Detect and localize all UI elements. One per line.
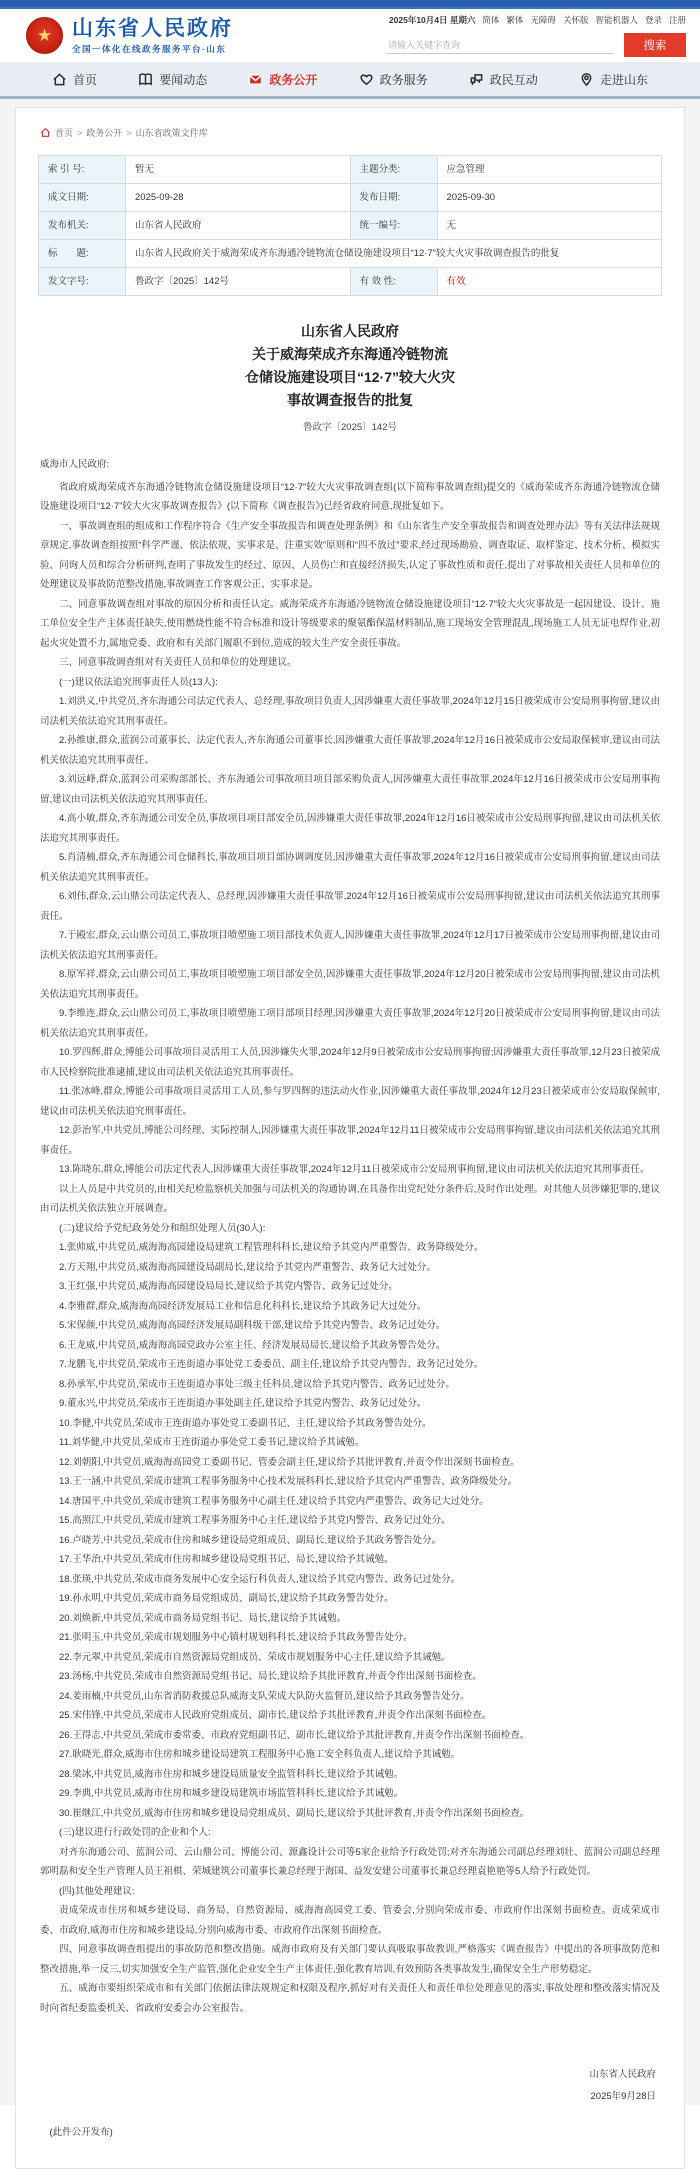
- quick-links: [482, 14, 686, 26]
- header-quick-link[interactable]: 登录: [644, 15, 662, 25]
- paragraph: 省政府威海荣成齐东海通冷链物流仓储设施建设项目“12·7”较大火灾事故调查组(以下简称事故调查组)提交的《威海荣成齐东海通冷链物流仓储设施建设项目“12·7”较大火灾事故调查报告》(以下简称《调查报告》)已经省政府同意,现批复如下。: [40, 481, 660, 512]
- nav-item-gov-disclosure[interactable]: 政务公开: [248, 71, 317, 88]
- meta-value-issuer: 山东省人民政府: [126, 212, 351, 240]
- meta-value-topic: 应急管理: [437, 156, 662, 184]
- paragraph: 二、同意事故调查组对事故的原因分析和责任认定。威海荣成齐东海通冷链物流仓储设施建设项目“12·7”较大火灾事故是一起因建设、设计、施工单位安全生产主体责任缺失,使用燃烧性能不符合标准和设计等级要求的聚氨酯保温材料制品,施工现场安全管理混乱,现场施工人员无证电焊作业,初起火灾处置不力,属地党委、政府和有关部门履职不到位,造成的较大生产安全责任事故。: [40, 598, 660, 649]
- paragraph: 9.李维连,群众,云山鼎公司员工,事故项目喷塑施工项目部项目经理,因涉嫌重大责任事故罪,2024年12月20日被荣成市公安局刑事拘留,建议由司法机关依法追究其刑事责任。: [40, 1008, 660, 1039]
- meta-label-validity: 有 效 性:: [350, 268, 437, 296]
- signature-org: 山东省人民政府: [589, 2069, 656, 2080]
- paragraph: 4.李雅群,群众,威海海高园经济发展局工业和信息化科科长,建议给予其政务记大过处分。: [59, 1300, 427, 1312]
- paragraph: 8.孙承军,中共党员,荣成市王连街道办事处三级主任科员,建议给予其党内警告、政务记过处分。: [59, 1378, 455, 1390]
- signature-block: [40, 2064, 660, 2108]
- document-title: 山东省人民政府 关于威海荣成齐东海通冷链物流 仓储设施建设项目“12·7”较大火灾 事故调查报告的批复: [244, 323, 456, 408]
- meta-value-index: 暂无: [126, 156, 351, 184]
- table-row: [39, 184, 662, 212]
- nav-item-about-shandong[interactable]: 走进山东: [579, 71, 648, 88]
- paragraph: 15.高照江,中共党员,荣成市建筑工程事务服务中心主任,建议给予其党内警告、政务记过处分。: [59, 1515, 451, 1526]
- document-body: [38, 320, 662, 2138]
- header-date: 2025年10月4日 星期六: [388, 15, 476, 25]
- site-subtitle: 全国一体化在线政务服务平台·山东: [72, 43, 227, 54]
- meta-label-issuer: 发布机关:: [39, 212, 126, 240]
- document-number: 鲁政字〔2025〕142号: [303, 422, 397, 433]
- paragraph: 四、同意事故调查组提出的事故防范和整改措施。威海市政府及有关部门要认真吸取事故教训,严格落实《调查报告》中提出的各项事故防范和整改措施,举一反三,切实加强安全生产监管,强化企业安全生产主体责任,强化教育培训,有效预防各类事故发生,确保安全生产形势稳定。: [40, 1944, 660, 1975]
- paragraph: 10.李健,中共党员,荣成市王连街道办事处党工委副书记、主任,建议给予其政务警告处分。: [59, 1417, 432, 1429]
- paragraph: 1.刘洪义,中共党员,齐东海通公司法定代表人、总经理,事故项目负责人,因涉嫌重大责任事故罪,2024年12月15日被荣成市公安局刑事拘留,建议由司法机关依法追究其刑事责任。: [40, 696, 660, 727]
- paragraph: 24.姜雨楠,中共党员,山东省消防救援总队威海支队荣成大队防火监督员,建议给予其政务警告处分。: [59, 1690, 470, 1702]
- header-quick-link[interactable]: 无障碍: [530, 15, 556, 25]
- breadcrumb: 首页 > 政务公开 > 山东省政策文件库: [40, 126, 662, 139]
- header-right: [386, 14, 686, 57]
- search-row: [386, 33, 686, 57]
- national-emblem-icon: ★: [26, 17, 63, 54]
- paragraph: (一)建议依法追究刑事责任人员(13人):: [59, 676, 218, 688]
- page-body: [0, 99, 700, 2169]
- breadcrumb-home-icon: [40, 127, 51, 138]
- paragraph: 一、事故调查组的组成和工作程序符合《生产安全事故报告和调查处理条例》和《山东省生产安全事故报告和调查处理办法》等有关法律法规规章规定,事故调查组按照“科学严谨、依法依规、实事求是、注重实效”原则和“四不放过”要求,经过现场勘验、调查取证、取样鉴定、技术分析、模拟实验、问询人员和综合分析研判,查明了事故发生的经过、原因、人员伤亡和直接经济损失,认定了事故性质和责任,提出了对事故相关责任人员和单位的处理建议及事故防范整改措施,事故调查工作客观公正、实事求是。: [40, 520, 660, 590]
- paragraph: 12.刘朝阳,中共党员,威海海高园党工委副书记、管委会副主任,建议给予其批评教育,并责令作出深刻书面检查。: [59, 1456, 520, 1468]
- paragraph: 责成荣成市住房和城乡建设局、商务局、自然资源局、威海海高园党工委、管委会,分别向荣成市委、市政府作出深刻书面检查。责成荣成市委、市政府,威海市住房和城乡建设局,分别向威海市委、市政府作出深刻书面检查。: [40, 1905, 660, 1936]
- home-icon: [52, 72, 67, 87]
- breadcrumb-home[interactable]: 首页: [55, 128, 74, 138]
- nav-item-home[interactable]: 首页: [52, 71, 97, 88]
- book-icon: [138, 72, 153, 87]
- paragraph: 11.张冰峰,群众,博能公司事故项目灵活用工人员,参与罗四辉的违法动火作业,因涉嫌重大责任事故罪,2024年12月23日被荣成市公安局取保候审,建议由司法机关依法追究刑事责任。: [40, 1086, 660, 1117]
- paragraph: 13.王一涵,中共党员,荣成市建筑工程事务服务中心技术发展科科长,建议给予其党内严重警告、政务降级处分。: [59, 1476, 518, 1487]
- paragraph: 8.原军祥,群众,云山鼎公司员工,事故项目喷塑施工项目部安全员,因涉嫌重大责任事故罪,2024年12月20日被荣成市公安局刑事拘留,建议由司法机关依法追究其刑事责任。: [40, 969, 660, 1000]
- paragraph: 23.汤杨,中共党员,荣成市自然资源局党组书记、局长,建议给予其批评教育,并责令作出深刻书面检查。: [59, 1671, 482, 1682]
- paragraph: 6.王龙威,中共党员,威海海高园党政办公室主任、经济发展局局长,建议给予其政务警告处分。: [59, 1339, 446, 1351]
- paragraph: (三)建议进行行政处罚的企业和个人:: [59, 1827, 211, 1838]
- header-quick-link[interactable]: 关怀版: [562, 15, 589, 25]
- public-release-note: (此件公开发布): [49, 2127, 113, 2138]
- meta-value-validity: 有效: [437, 268, 662, 296]
- paragraph: 12.彭治军,中共党员,博能公司经理、实际控制人,因涉嫌重大责任事故罪,2024年12月11日被荣成市公安局刑事拘留,建议由司法机关依法追究其刑事责任。: [40, 1125, 660, 1156]
- nav-item-news[interactable]: 要闻动态: [138, 71, 207, 88]
- meta-label-publish-date: 发布日期:: [350, 184, 437, 212]
- meta-label-doc-number: 发文字号:: [39, 268, 126, 296]
- header-quick-link[interactable]: 智能机器人: [595, 15, 638, 25]
- paragraph: 1.张帅威,中共党员,威海海高园建设局建筑工程管理科科长,建议给予其党内严重警告、政务降级处分。: [59, 1242, 484, 1253]
- table-row: [39, 240, 662, 268]
- paragraph: 21.张明玉,中共党员,荣成市规划服务中心镇村规划科科长,建议给予其政务警告处分。: [59, 1632, 413, 1643]
- breadcrumb-gov-disclosure[interactable]: 政务公开: [86, 128, 123, 138]
- logo-area: [26, 17, 233, 55]
- paragraph: 16.卢晓芳,中共党员,荣成市住房和城乡建设局党组成员、副局长,建议给予其政务警告处分。: [59, 1534, 442, 1546]
- meta-value-written-date: 2025-09-28: [126, 184, 351, 212]
- site-title: 山东省人民政府: [72, 16, 233, 40]
- paragraph: 3.王红强,中共党员,威海海高园建设局局长,建议给予其党内警告、政务记过处分。: [59, 1281, 398, 1292]
- location-pin-icon: [579, 72, 594, 87]
- paragraph: 5.肖清楠,群众,齐东海通公司仓储科长,事故项目项目部协调调度员,因涉嫌重大责任事故罪,2024年12月16日被荣成市公安局刑事拘留,建议由司法机关依法追究其刑事责任。: [40, 852, 660, 883]
- paragraph: 26.王得志,中共党员,荣成市委常委、市政府党组副书记、副市长,建议给予其批评教育,并责令作出深刻书面检查。: [59, 1729, 530, 1741]
- paragraph: 17.王华治,中共党员,荣成市住房和城乡建设局党组书记、局长,建议给予其诫勉。: [59, 1554, 394, 1565]
- meta-label-unified-no: 统一编号:: [350, 212, 437, 240]
- paragraph: 3.刘远峰,群众,蓝润公司采购部部长、齐东海通公司事故项目项目部采购负责人,因涉嫌重大责任事故罪,2024年12月16日被荣成市公安局刑事拘留,建议由司法机关依法追究其刑事责任。: [40, 774, 660, 805]
- paragraph: 27.耿晓光,群众,威海市住房和城乡建设局建筑工程服务中心施工安全科负责人,建议给予其诫勉。: [59, 1749, 461, 1760]
- paragraph: 18.张瑛,中共党员,荣成市商务发展中心安全运行科负责人,建议给予其党内警告、政务记过处分。: [59, 1573, 461, 1585]
- paragraph: 2.孙维康,群众,蓝润公司董事长、法定代表人,齐东海通公司董事长,因涉嫌重大责任事故罪,2024年12月16日被荣成市公安局取保候审,建议由司法机关依法追究其刑事责任。: [40, 735, 660, 766]
- header-quick-link[interactable]: 繁体: [506, 15, 524, 25]
- paragraph: 7.于殿宏,群众,云山鼎公司员工,事故项目喷塑施工项目部技术负责人,因涉嫌重大责任事故罪,2024年12月17日被荣成市公安局刑事拘留,建议由司法机关依法追究其刑事责任。: [40, 930, 660, 961]
- meta-value-doc-number: 鲁政字〔2025〕142号: [126, 268, 351, 296]
- paragraph: 以上人员是中共党员的,由相关纪检监察机关加强与司法机关的沟通协调,在具备作出党纪处分条件后,及时作出处理。对其他人员涉嫌犯罪的,建议由司法机关依法独立开展调查。: [40, 1183, 660, 1214]
- envelope-icon: [248, 72, 263, 87]
- paragraph: 29.李典,中共党员,威海市住房和城乡建设局建筑市场监管科科长,建议给予其诫勉。: [59, 1788, 404, 1799]
- paragraph: 14.唐国平,中共党员,荣成市建筑工程事务服务中心副主任,建议给予其党内严重警告、政务记大过处分。: [59, 1495, 489, 1507]
- paragraph: 6.刘伟,群众,云山鼎公司法定代表人、总经理,因涉嫌重大责任事故罪,2024年12月16日被荣成市公安局刑事拘留,建议由司法机关依法追究其刑事责任。: [40, 891, 660, 922]
- paragraph: 22.李元翠,中共党员,荣成市自然资源局党组成员、荣成市规划服务中心主任,建议给予其诫勉。: [59, 1651, 451, 1663]
- paragraph: 三、同意事故调查组对有关责任人员和单位的处理建议。: [59, 657, 297, 668]
- paragraph: 13.陈晓东,群众,博能公司法定代表人,因涉嫌重大责任事故罪,2024年12月11日被荣成市公安局刑事拘留,建议由司法机关依法追究其刑事责任。: [59, 1164, 650, 1175]
- paragraph: (二)建议给予党纪政务处分和组织处理人员(30人):: [59, 1222, 266, 1234]
- paragraph: 五、威海市要组织荣成市和有关部门依据法律法规规定和权限及程序,抓好对有关责任人和责任单位处理意见的落实,事故处理和整改落实情况及时向省纪委监委机关、省政府安委会办公室报告。: [40, 1983, 660, 2014]
- meta-label-written-date: 成文日期:: [39, 184, 126, 212]
- chat-bubbles-icon: [469, 72, 484, 87]
- table-row: [39, 156, 662, 184]
- paragraph: 10.罗四辉,群众,博能公司事故项目灵活用工人员,因涉嫌失火罪,2024年12月9日被荣成市公安局刑事拘留;因涉嫌重大责任事故罪,12月23日被荣成市人民检察院批准逮捕,建议由司法机关依法追究其刑事责任。: [40, 1047, 660, 1078]
- paragraph: 25.宋伟锋,中共党员,荣成市人民政府党组成员、副市长,建议给予其批评教育,并责令作出深刻书面检查。: [59, 1710, 492, 1721]
- meta-value-unified-no: 无: [437, 212, 662, 240]
- nav-item-interaction[interactable]: 政民互动: [469, 71, 538, 88]
- paragraph: 对齐东海通公司、蓝润公司、云山鼎公司、博能公司、源鑫设计公司等5家企业给予行政处罚;对齐东海通公司副总经理刘壮、蓝润公司副总经理郭明磊和安全生产管理人员王祖棋、荣城建筑公司董事长兼总经理于海国、益发安建公司董事长兼总经理袁艳艳等5人给予行政处罚。: [40, 1846, 660, 1877]
- paragraph: 4.高小敏,群众,齐东海通公司安全员,事故项目项目部安全员,因涉嫌重大责任事故罪,2024年12月16日被荣成市公安局刑事拘留,建议由司法机关依法追究其刑事责任。: [40, 813, 660, 844]
- meta-value-publish-date: 2025-09-30: [437, 184, 662, 212]
- meta-value-title: 山东省人民政府关于威海荣成齐东海通冷链物流仓储设施建设项目“12·7”较大火灾事故调查报告的批复: [126, 240, 662, 268]
- signature-date: 2025年9月28日: [590, 2091, 656, 2102]
- main-nav: [0, 62, 700, 99]
- search-input[interactable]: [386, 37, 614, 54]
- search-button[interactable]: 搜索: [624, 33, 686, 57]
- breadcrumb-current: 山东省政策文件库: [135, 128, 208, 138]
- paragraph: 20.刘焕新,中共党员,荣成市商务局党组书记、局长,建议给予其诫勉。: [59, 1612, 347, 1624]
- paragraph: 30.崔继江,中共党员,威海市住房和城乡建设局党组成员、副局长,建议给予其批评教育,并责令作出深刻书面检查。: [59, 1807, 530, 1819]
- table-row: [39, 268, 662, 296]
- site-header: [0, 9, 700, 62]
- header-meta-row: [386, 14, 686, 26]
- paragraph: 7.龙鹏飞,中共党员,荣成市王连街道办事处党工委委员、副主任,建议给予其党内警告、政务记过处分。: [59, 1359, 484, 1370]
- meta-label-index: 索 引 号:: [39, 156, 126, 184]
- document-meta-table: [38, 155, 662, 296]
- paragraph: 2.方天翔,中共党员,威海海高园建设局副局长,建议给予其党内严重警告、政务记大过处分。: [59, 1261, 436, 1273]
- nav-item-gov-services[interactable]: 政务服务: [359, 71, 428, 88]
- header-quick-link[interactable]: 注册: [668, 15, 686, 25]
- paragraph: 19.孙永明,中共党员,荣成市商务局党组成员、副局长,建议给予其政务警告处分。: [59, 1593, 394, 1604]
- meta-label-topic: 主题分类:: [350, 156, 437, 184]
- paragraph: 5.宋保颜,中共党员,威海海高园经济发展局副科级干部,建议给予其党内警告、政务记过处分。: [59, 1320, 446, 1331]
- header-quick-link[interactable]: 简体: [482, 15, 500, 25]
- paragraph: 9.董永兴,中共党员,荣成市王连街道办事处副主任,建议给予其党内警告、政务记过处分。: [59, 1398, 427, 1409]
- paragraphs: [40, 478, 660, 2019]
- paragraph: 11.刘华健,中共党员,荣成市王连街道办事处党工委书记,建议给予其诫勉。: [59, 1437, 365, 1448]
- paragraph: 28.梁冰,中共党员,威海市住房和城乡建设局质量安全监管科科长,建议给予其诫勉。: [59, 1768, 404, 1780]
- top-bar: [0, 0, 700, 9]
- table-row: [39, 212, 662, 240]
- salutation: 威海市人民政府:: [40, 459, 110, 470]
- content-card: [15, 107, 685, 2169]
- heart-icon: [359, 72, 374, 87]
- meta-label-title: 标 题:: [39, 240, 126, 268]
- paragraph: (四)其他处理建议:: [59, 1885, 135, 1897]
